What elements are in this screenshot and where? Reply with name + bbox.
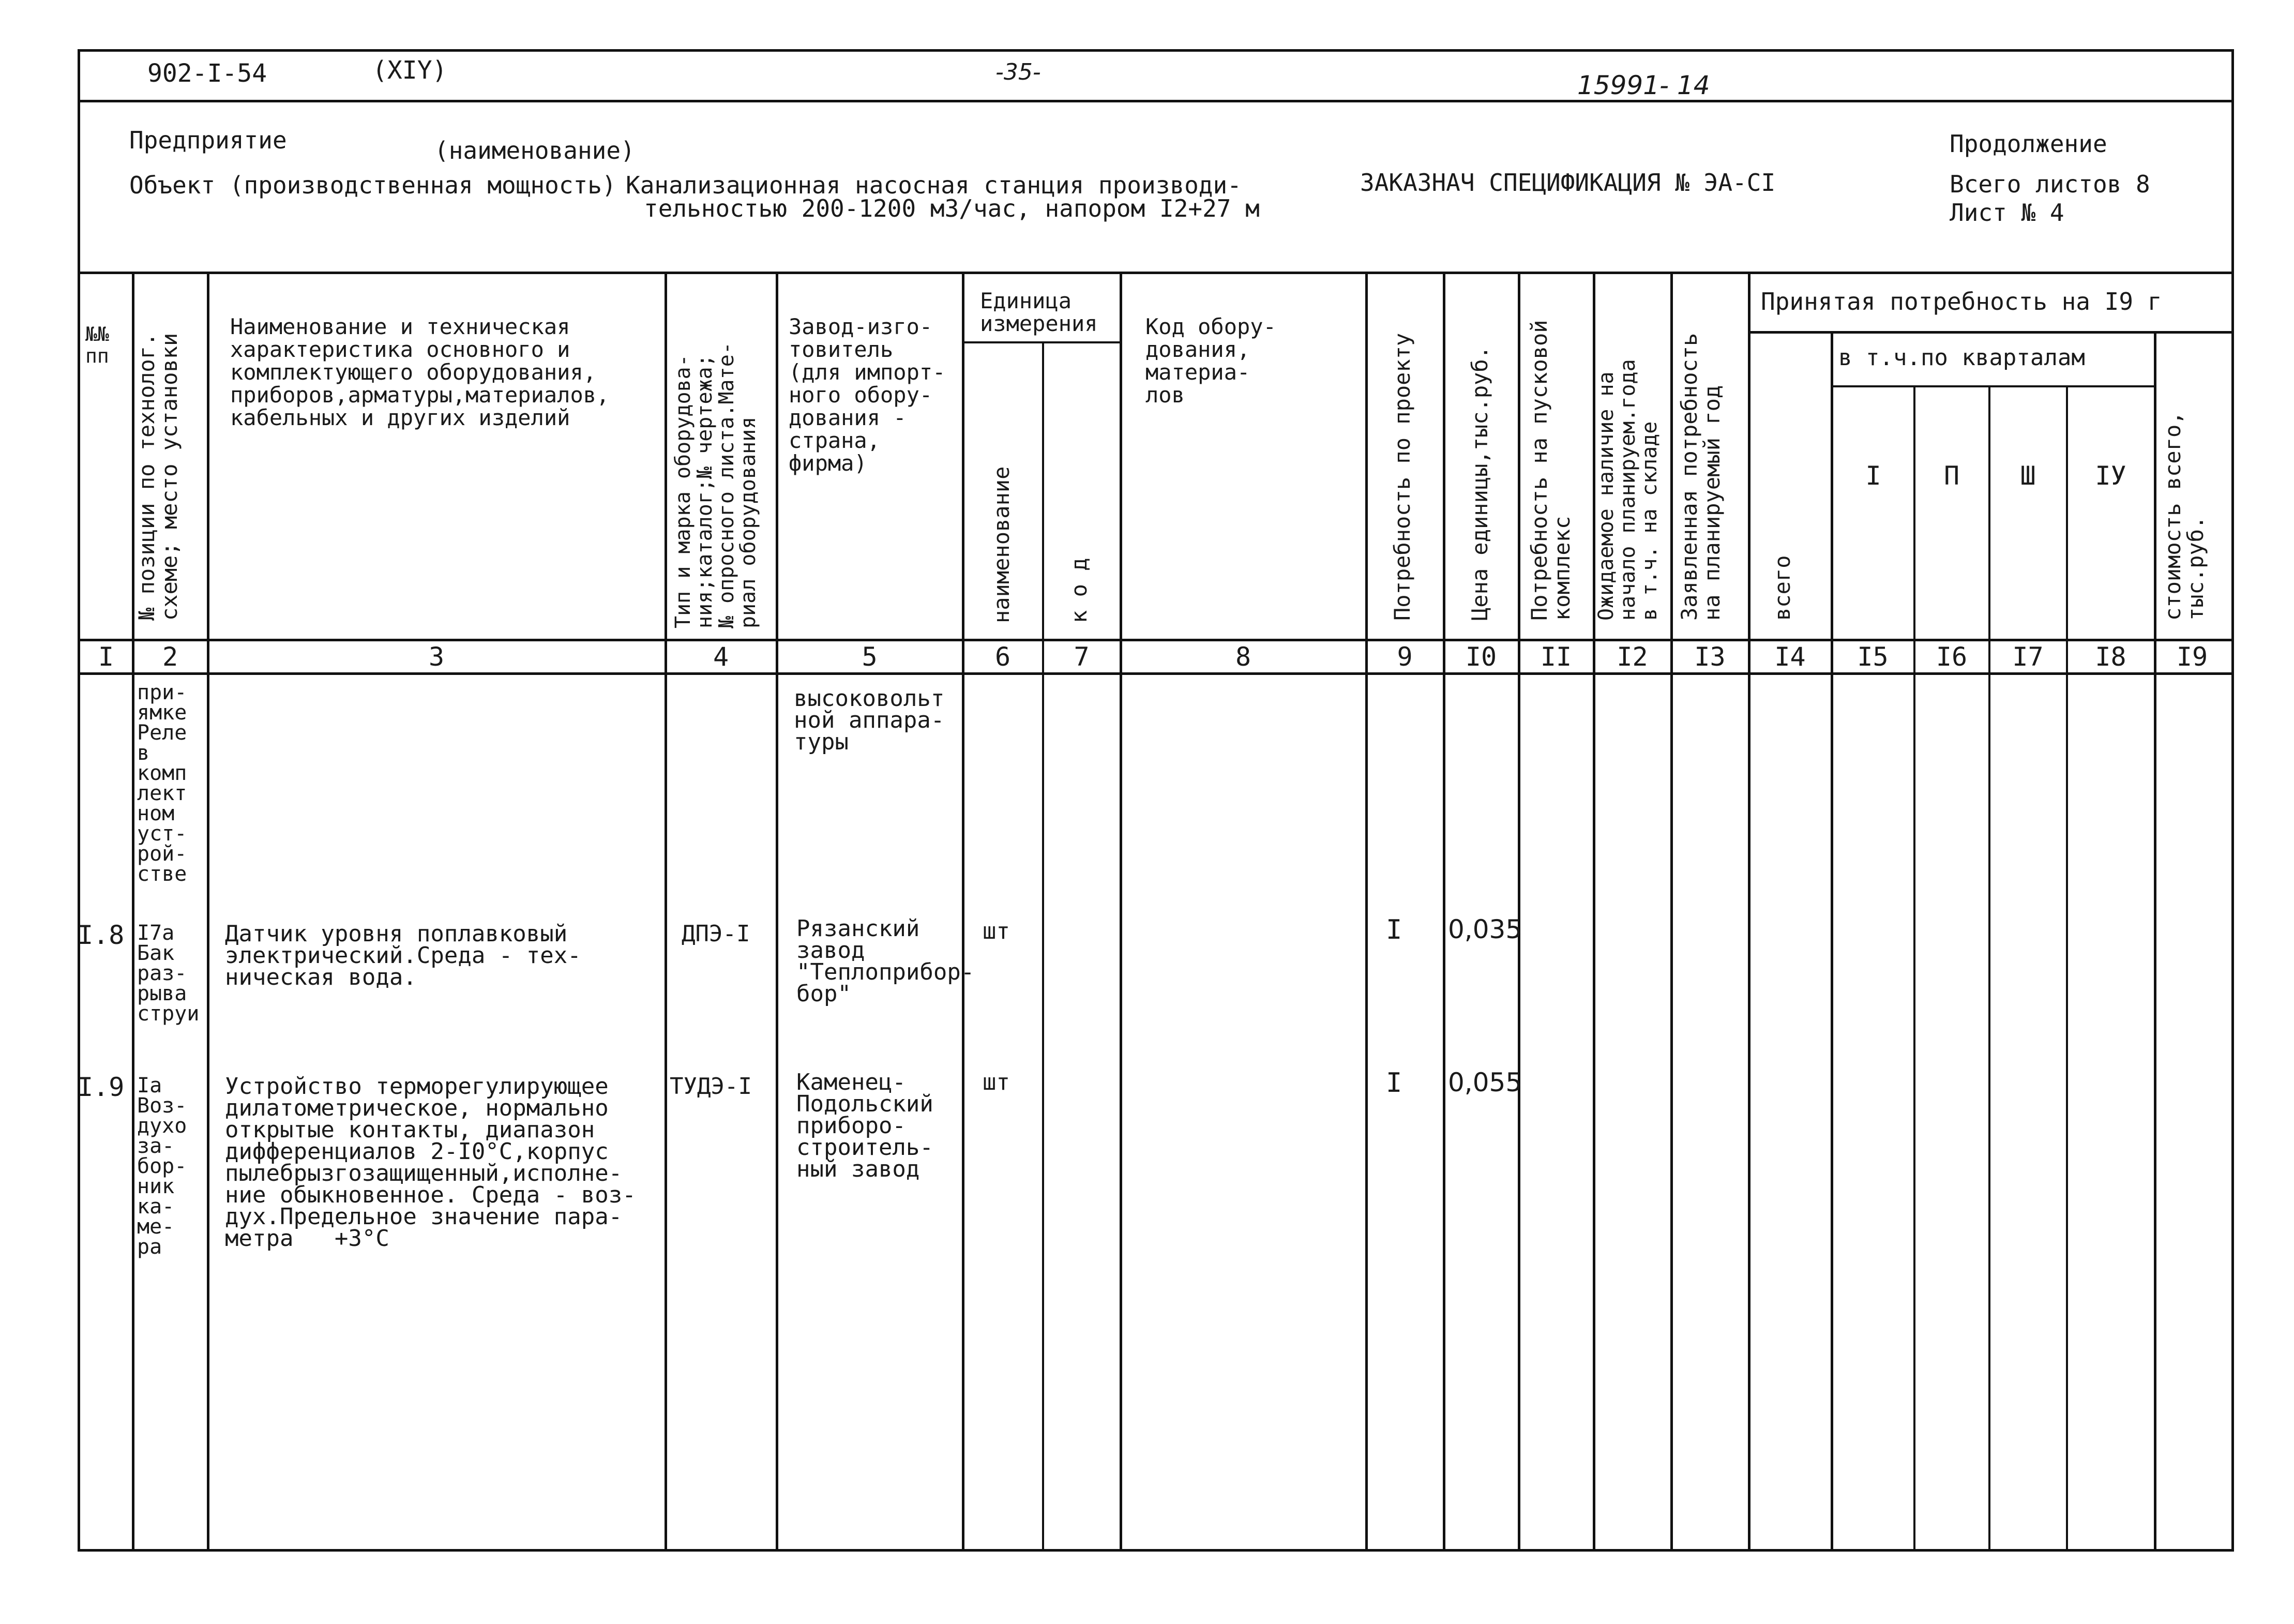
col-header-13: Заявленная потребность на планируемый год (1677, 333, 1725, 621)
col-header-12: Ожидаемое наличие на начало планируем.года в т.ч. на складе (1594, 359, 1662, 621)
document-number: 15991- 14 (1577, 70, 1710, 100)
quarters-header: в т.ч.по кварталам (1838, 344, 2085, 371)
quarter-1: I (1865, 461, 1881, 491)
accepted-header: Принятая потребность на I9 г (1761, 288, 2162, 315)
table-frame (78, 49, 2234, 1552)
table-row-2-position: Iа Воз- духо за- бор- ник ка- ме- ра (137, 1074, 187, 1259)
colnum-1: I (98, 642, 114, 672)
col-header-19: стоимость всего, тыс.руб. (2160, 411, 2208, 621)
colnum-6: 6 (994, 642, 1011, 672)
quarter-4: IУ (2095, 461, 2126, 491)
col-header-6: наименование (989, 466, 1014, 623)
table-row-1-position: I7а Бак раз- рыва струи (137, 921, 200, 1026)
col-header-3: Наименование и техническая характеристика основного и комплектующего оборудования, приборов,арматуры,материалов, кабельных и других изделий (230, 314, 610, 430)
colnum-7: 7 (1074, 642, 1090, 672)
table-row-2-number: I.9 (78, 1072, 125, 1102)
object-line-2: тельностью 200-1200 м3/час, напором I2+27 м (644, 194, 1260, 222)
series-paren: (XIY) (372, 56, 447, 85)
col-header-1: №№ пп (85, 323, 109, 367)
table-row-1-name: Датчик уровня поплавковый электрический.Среда - тех- ническая вода. (225, 921, 581, 990)
table-row-1-maker: Рязанский завод "Теплоприбор- бор" (796, 915, 975, 1007)
table-row-1-qty: I (1386, 914, 1402, 945)
col-header-9: Потребность по проекту (1390, 333, 1415, 621)
spec-title: ЗАКАЗНАЧ СПЕЦИФИКАЦИЯ № ЭА-CI (1360, 169, 1776, 197)
colnum-14: I4 (1774, 642, 1806, 672)
enterprise-label: Предприятие (129, 126, 287, 154)
col-header-14: всего (1770, 555, 1795, 621)
colnum-15: I5 (1857, 642, 1889, 672)
total-sheets: Всего листов 8 (1950, 170, 2150, 198)
numbers-bottom-rule (78, 672, 2231, 675)
col-header-11: Потребность на пусковой комплекс (1527, 320, 1575, 621)
naming-label: (наименование) (434, 137, 635, 164)
table-row-2-price: 0,055 (1448, 1067, 1522, 1097)
table-row-1-number: I.8 (78, 920, 125, 950)
sheet-number: Лист № 4 (1950, 199, 2064, 227)
col-header-8: Код обору- дования, материа- лов (1145, 314, 1276, 408)
object-label: Объект (производственная мощность) (129, 171, 616, 199)
table-row-2-qty: I (1386, 1067, 1402, 1099)
colnum-2: 2 (162, 642, 178, 672)
table-row-2-unit: шт (983, 1069, 1010, 1095)
colnum-12: I2 (1617, 642, 1648, 672)
colnum-4: 4 (713, 642, 729, 672)
quarter-3: Ш (2020, 461, 2036, 491)
continuation-label: Продолжение (1950, 130, 2107, 158)
col-header-5: Завод-изго- товитель (для импорт- ного обору- дования - страна, фирма) (789, 314, 946, 476)
unit-group-header: Единица измерения (980, 288, 1098, 336)
table-row-1-type: ДПЭ-I (682, 921, 750, 947)
colnum-13: I3 (1694, 642, 1726, 672)
colnum-16: I6 (1936, 642, 1968, 672)
table-row-1-price: 0,035 (1448, 914, 1522, 944)
table-row-2-maker: Каменец- Подольский приборо- строитель- ный завод (796, 1069, 933, 1182)
table-row-0-maker: высоковольт ной аппара- туры (794, 685, 945, 755)
colnum-17: I7 (2012, 642, 2044, 672)
table-row-1-unit: шт (983, 918, 1010, 944)
series-number: 902-I-54 (147, 59, 267, 88)
table-row-2-type: ТУДЭ-I (670, 1073, 752, 1100)
quarter-2: П (1943, 461, 1960, 491)
col-header-10: Цена единицы,тыс.руб. (1467, 345, 1492, 621)
col-header-2: № позиции по технолог. схеме; место установки (134, 333, 182, 621)
col-header-4: Тип и марка оборудова- ния;каталог;№ чертежа; № опросного листа.Мате- риал оборудования (671, 342, 760, 628)
colnum-11: II (1540, 642, 1572, 672)
colnum-8: 8 (1235, 642, 1251, 672)
colnum-18: I8 (2095, 642, 2126, 672)
table-row-2-name: Устройство терморегулирующее дилатометрическое, нормально открытые контакты, диапазон дифференциалов 2-I0°С,корпус пылебрызгозащищенный,исполне- ние обыкновенное. Среда - воз- дух.Предельное значение пара- метра +3°С (225, 1073, 636, 1252)
header-bottom-rule (78, 272, 2231, 274)
table-row-0-position: при- ямке Реле в комп лект ном уст- рой- стве (137, 681, 187, 886)
colnum-10: I0 (1465, 642, 1497, 672)
numbers-top-rule (78, 639, 2231, 641)
page-number: -35- (995, 59, 1041, 85)
colnum-3: 3 (428, 642, 445, 672)
header-top-rule (78, 100, 2231, 102)
object-line-1: Канализационная насосная станция производи- (626, 171, 1242, 199)
colnum-5: 5 (862, 642, 878, 672)
col-header-7: к о д (1066, 558, 1092, 623)
colnum-19: I9 (2176, 642, 2208, 672)
colnum-9: 9 (1397, 642, 1413, 672)
